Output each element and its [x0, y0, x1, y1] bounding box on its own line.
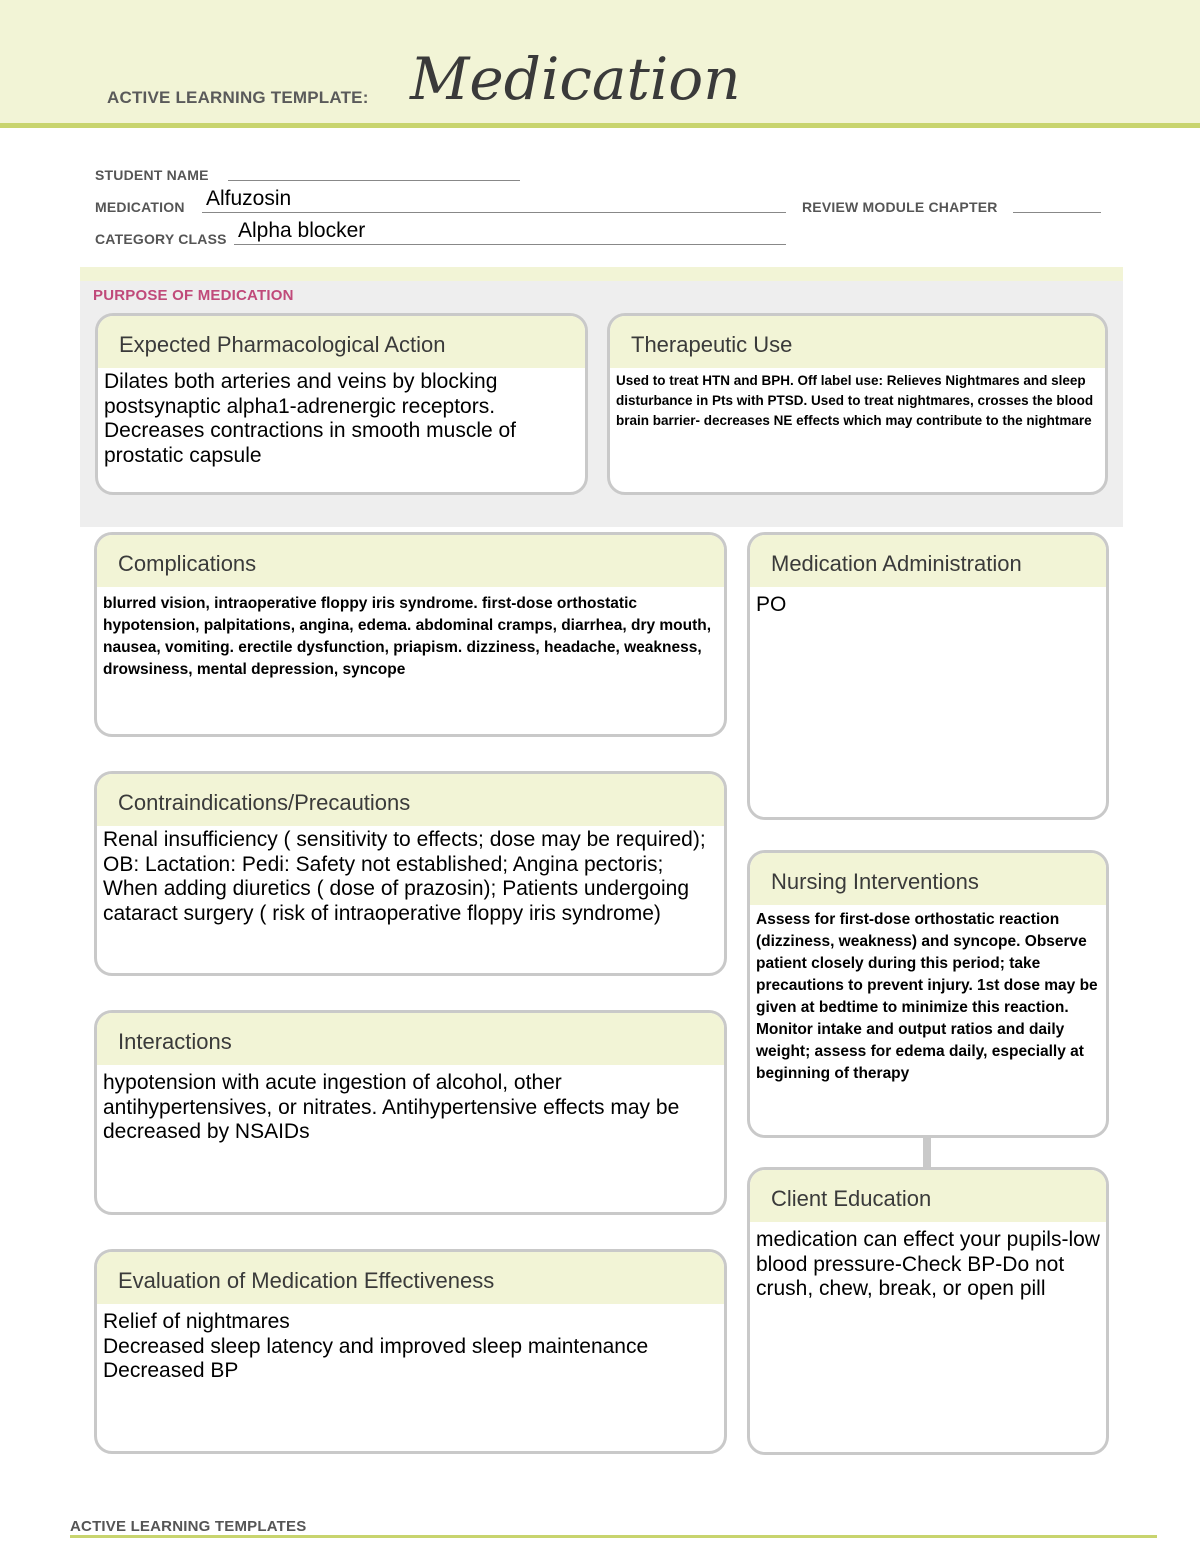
- evaluation-text[interactable]: Relief of nightmares Decreased sleep latency and improved sleep maintenance Decreased BP: [103, 1310, 649, 1383]
- administration-title: Medication Administration: [750, 535, 1106, 587]
- expected-action-text[interactable]: Dilates both arteries and veins by blocking postsynaptic alpha1-adrenergic receptors. Decreases contractions in smooth muscle of prostatic capsule: [104, 370, 517, 467]
- interactions-box: [94, 1010, 727, 1215]
- complications-text[interactable]: blurred vision, intraoperative floppy iris syndrome. first-dose orthostatic hypotension, palpitations, angina, edema. abdominal cramps, diarrhea, dry mouth, nausea, vomiting. erectile dysfunction, priapism. dizziness, headache, weakness, drowsiness, mental depression, syncope: [103, 595, 712, 678]
- complications-title: Complications: [97, 535, 724, 587]
- medication-label: MEDICATION: [95, 199, 185, 215]
- student-name-field[interactable]: [228, 180, 520, 181]
- student-name-label: STUDENT NAME: [95, 167, 209, 183]
- category-class-label: CATEGORY CLASS: [95, 231, 227, 247]
- therapeutic-use-box: [607, 313, 1108, 495]
- review-module-label: REVIEW MODULE CHAPTER: [802, 199, 998, 215]
- contraindications-title: Contraindications/Precautions: [97, 774, 724, 826]
- interactions-title: Interactions: [97, 1013, 724, 1065]
- evaluation-title: Evaluation of Medication Effectiveness: [97, 1252, 724, 1304]
- nursing-interventions-box: [747, 850, 1109, 1138]
- review-module-field[interactable]: [1013, 212, 1101, 213]
- client-education-title: Client Education: [750, 1170, 1106, 1222]
- medication-value: Alfuzosin: [206, 187, 292, 210]
- contraindications-box: [94, 771, 727, 976]
- client-education-text[interactable]: medication can effect your pupils-low blood pressure-Check BP-Do not crush, chew, break, or open pill: [756, 1228, 1100, 1301]
- evaluation-box: [94, 1249, 727, 1454]
- footer-divider: [70, 1535, 1157, 1538]
- complications-box: [94, 532, 727, 737]
- therapeutic-use-text[interactable]: Used to treat HTN and BPH. Off label use: Relieves Nightmares and sleep disturbance in Pts with PTSD. Used to treat nightmares, crosses the blood brain barrier- decreases NE effects which may contribute to the nightmare: [616, 373, 1094, 428]
- footer-label: ACTIVE LEARNING TEMPLATES: [70, 1518, 307, 1535]
- template-label: ACTIVE LEARNING TEMPLATE:: [107, 88, 369, 107]
- client-education-box: [747, 1167, 1109, 1455]
- purpose-label: PURPOSE OF MEDICATION: [93, 287, 294, 304]
- contraindications-text[interactable]: Renal insufficiency ( sensitivity to effects; dose may be required); OB: Lactation: Pedi: Safety not established; Angina pectoris; When adding diuretics ( dose of prazosin); Patients undergoing cataract surgery ( risk of intraoperative floppy iris syndrome): [103, 828, 706, 925]
- box-connector: [923, 1135, 931, 1167]
- expected-action-title: Expected Pharmacological Action: [98, 316, 585, 368]
- medication-field[interactable]: [202, 212, 786, 213]
- interactions-text[interactable]: hypotension with acute ingestion of alcohol, other antihypertensives, or nitrates. Antihypertensive effects may be decreased by NSAIDs: [103, 1071, 680, 1144]
- nursing-interventions-title: Nursing Interventions: [750, 853, 1106, 905]
- category-class-value: Alpha blocker: [238, 219, 366, 242]
- therapeutic-use-title: Therapeutic Use: [610, 316, 1105, 368]
- page-title: Medication: [410, 45, 741, 113]
- category-class-field[interactable]: [234, 244, 786, 245]
- administration-box: [747, 532, 1109, 820]
- expected-action-box: [95, 313, 588, 495]
- administration-text[interactable]: PO: [756, 593, 787, 616]
- nursing-interventions-text[interactable]: Assess for first-dose orthostatic reaction (dizziness, weakness) and syncope. Observe patient closely during this period; take precautions to prevent injury. 1st dose may be given at bedtime to minimize this reaction. Monitor intake and output ratios and daily weight; assess for edema daily, especially at beginning of therapy: [756, 911, 1098, 1082]
